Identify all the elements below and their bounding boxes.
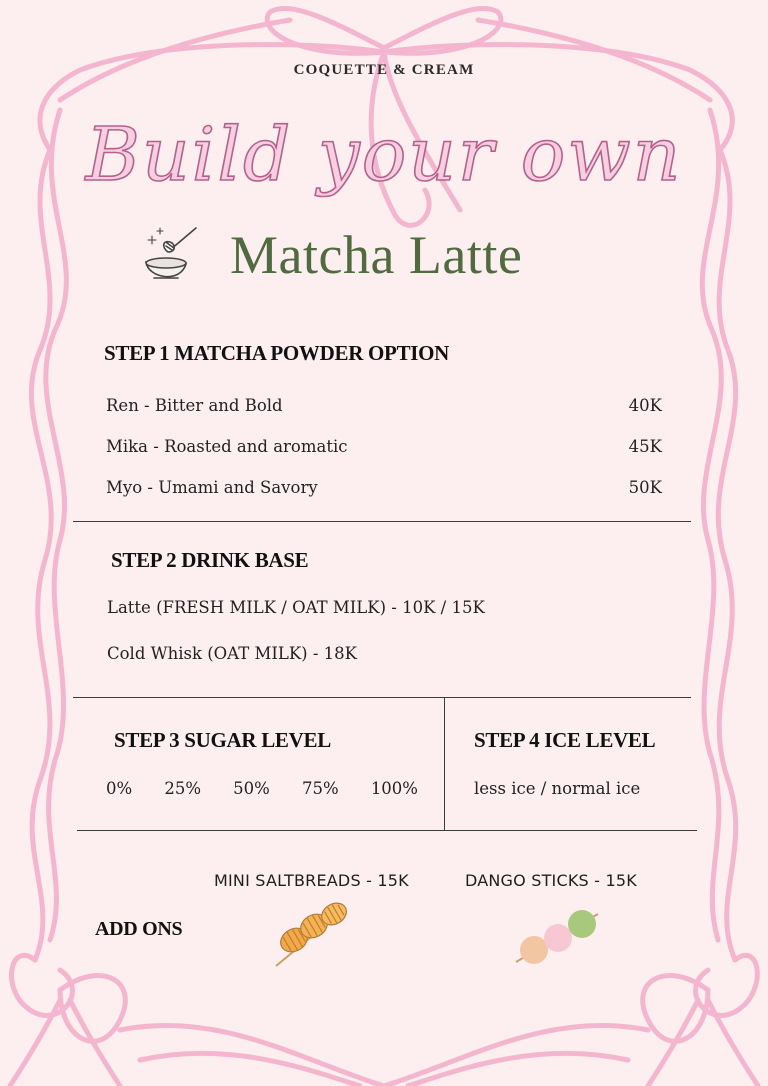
item-name: Ren - Bitter and Bold: [106, 396, 283, 415]
divider: [73, 697, 691, 698]
item-price: 45K: [628, 437, 662, 456]
sugar-level: 0%: [106, 779, 133, 798]
list-item: Cold Whisk (OAT MILK) - 18K: [107, 644, 357, 663]
sugar-level: 50%: [233, 779, 270, 798]
title-main: Matcha Latte: [230, 225, 523, 285]
step2-heading: STEP 2 DRINK BASE: [111, 548, 309, 572]
item-price: 50K: [628, 478, 662, 497]
sugar-level: 75%: [301, 779, 339, 798]
addon-dango: DANGO STICKS - 15K: [465, 871, 637, 890]
addon-saltbreads: MINI SALTBREADS - 15K: [214, 871, 409, 890]
item-name: Myo - Umami and Savory: [106, 478, 318, 497]
whisk-bowl-icon: [140, 222, 204, 288]
item-name: Mika - Roasted and aromatic: [106, 437, 348, 456]
sugar-level: 100%: [370, 779, 418, 798]
divider: [77, 830, 697, 831]
item-price: 40K: [628, 396, 662, 415]
step3-heading: STEP 3 SUGAR LEVEL: [114, 728, 331, 752]
list-item: Latte (FRESH MILK / OAT MILK) - 10K / 15K: [107, 598, 485, 617]
addons-heading: ADD ONS: [95, 918, 183, 940]
list-item: [106, 437, 662, 456]
sugar-levels: [106, 779, 418, 798]
list-item: [106, 478, 662, 497]
brand-name: COQUETTE & CREAM: [293, 62, 475, 78]
croissant-skewer-icon: [272, 900, 356, 970]
ice-options: less ice / normal ice: [474, 779, 641, 798]
step1-heading: STEP 1 MATCHA POWDER OPTION: [104, 341, 450, 365]
divider: [444, 697, 445, 830]
sugar-level: 25%: [164, 779, 202, 798]
list-item: [106, 396, 662, 415]
divider: [73, 521, 691, 522]
step4-heading: STEP 4 ICE LEVEL: [474, 728, 656, 752]
title-script: Build your own: [85, 112, 683, 198]
dango-icon: [512, 906, 604, 968]
